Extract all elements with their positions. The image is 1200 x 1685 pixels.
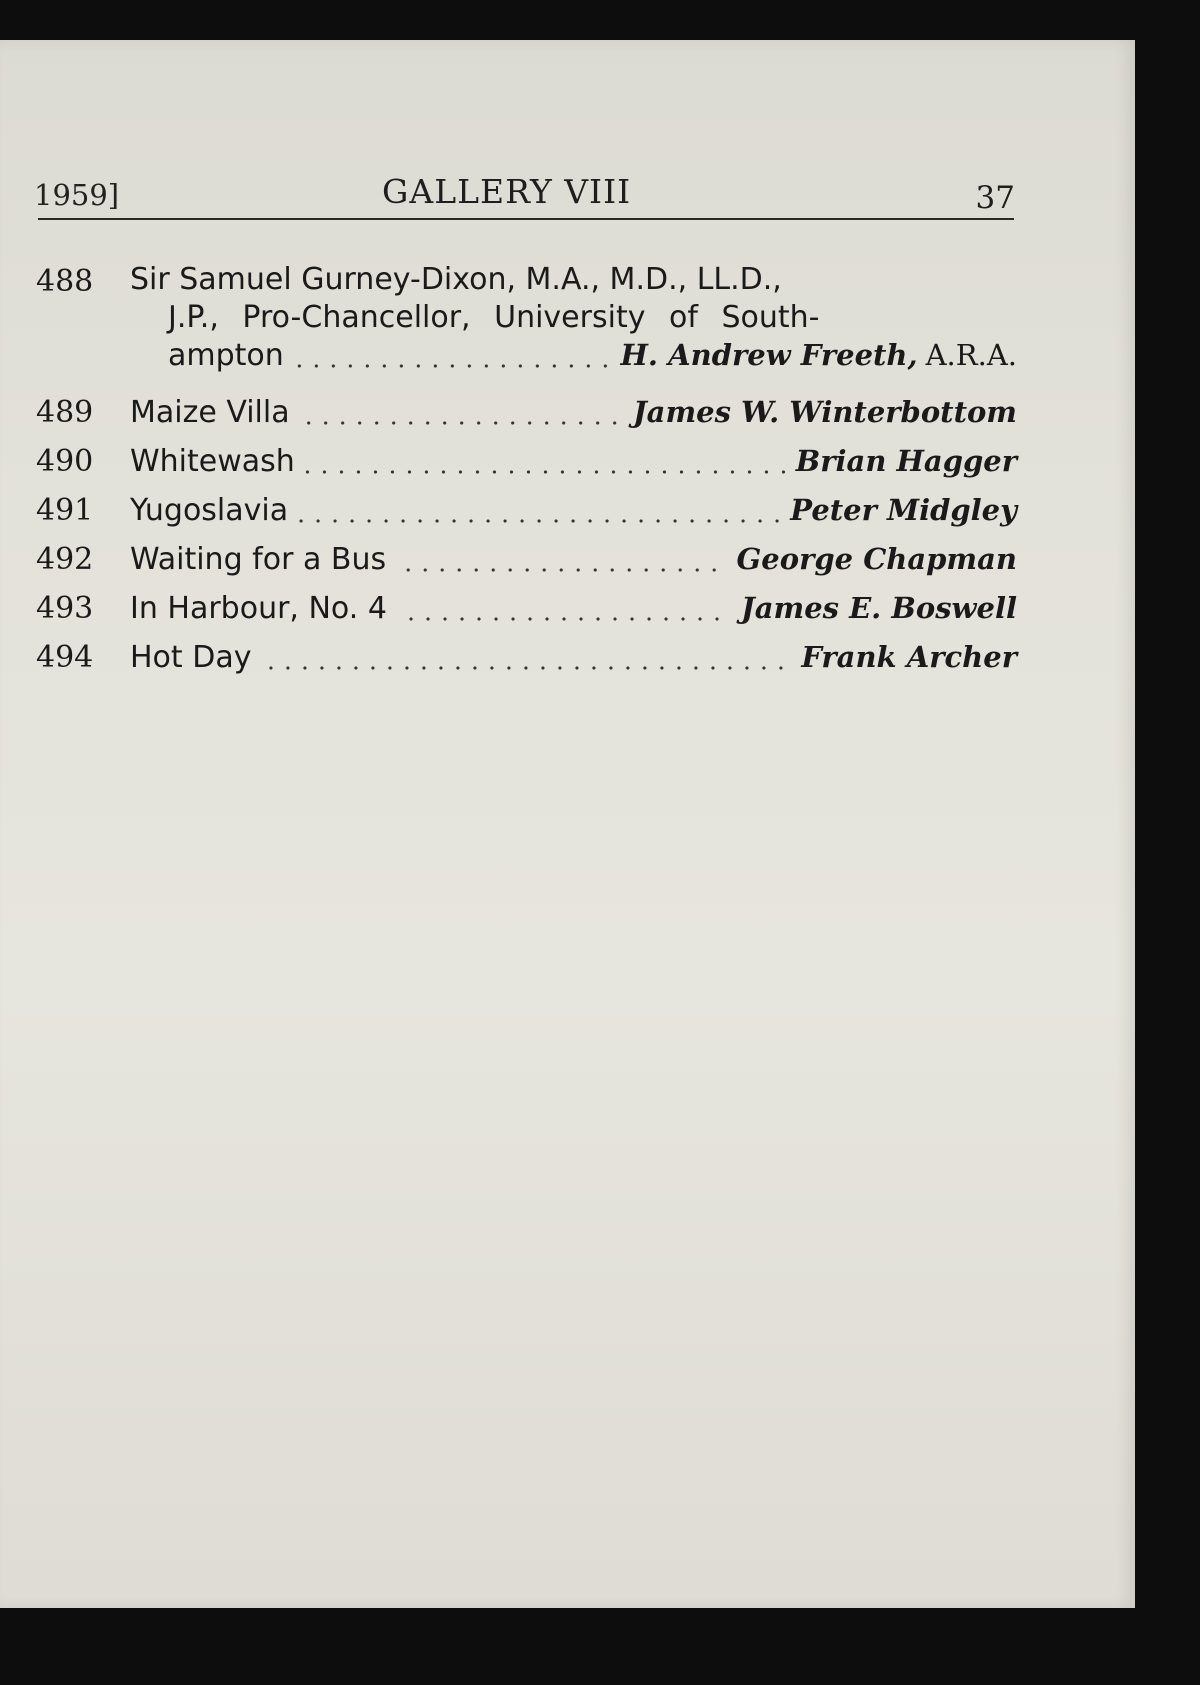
entry-line xyxy=(130,493,1017,533)
leader-dots xyxy=(396,567,726,573)
catalogue-page xyxy=(0,40,1135,1608)
entry-artist: Frank Archer xyxy=(801,640,1017,674)
header-rule xyxy=(38,218,1014,220)
entry-title-line xyxy=(168,300,865,340)
entry-title: Maize Villa xyxy=(130,395,290,430)
catalogue-entry-493 xyxy=(0,591,1135,639)
entry-title-line xyxy=(130,262,1017,302)
leader-dots xyxy=(261,665,791,671)
entry-title: Yugoslavia xyxy=(130,493,289,528)
entry-line xyxy=(130,542,1017,582)
catalogue-entry-492 xyxy=(0,542,1135,590)
entry-artist: Peter Midgley xyxy=(790,493,1017,527)
entry-line xyxy=(130,640,1017,680)
entry-artist: H. Andrew Freeth, xyxy=(620,338,918,372)
entry-number: 490 xyxy=(36,444,94,479)
entry-title: Sir Samuel Gurney-Dixon, M.A., M.D., LL.D., xyxy=(130,262,782,297)
entry-line xyxy=(130,591,1017,631)
entry-title: Whitewash xyxy=(130,444,295,479)
catalogue-entry-490 xyxy=(0,444,1135,492)
catalogue-entry-491 xyxy=(0,493,1135,541)
catalogue-entry-488 xyxy=(0,230,1135,380)
entry-artist: George Chapman xyxy=(736,542,1017,576)
entry-title: ampton xyxy=(168,338,284,373)
catalogue-entry-489 xyxy=(0,395,1135,443)
entry-artist: James E. Boswell xyxy=(741,591,1017,625)
entry-artist: James W. Winterbottom xyxy=(632,395,1017,429)
entry-line xyxy=(130,395,1017,435)
entry-title: Waiting for a Bus xyxy=(130,542,387,577)
entry-number: 493 xyxy=(36,591,94,626)
leader-dots xyxy=(294,363,611,369)
page-title: GALLERY VIII xyxy=(382,172,632,211)
entry-title: J.P., Pro-Chancellor, University of South- xyxy=(168,300,820,335)
leader-dots xyxy=(300,420,623,426)
entry-title: Hot Day xyxy=(130,640,252,675)
leader-dots xyxy=(305,469,786,475)
catalogue-entry-494 xyxy=(0,640,1135,688)
leader-dots xyxy=(397,616,731,622)
leader-dots xyxy=(298,518,780,524)
page-header xyxy=(0,158,1135,216)
entry-number: 488 xyxy=(36,264,94,299)
entry-line xyxy=(130,444,1017,484)
entry-number: 492 xyxy=(36,542,94,577)
catalogue-entries xyxy=(0,230,1135,675)
entry-title: In Harbour, No. 4 xyxy=(130,591,387,626)
entry-number: 489 xyxy=(36,395,94,430)
entry-number: 491 xyxy=(36,493,94,528)
header-year: 1959] xyxy=(34,178,120,212)
entry-number: 494 xyxy=(36,640,94,675)
entry-title-line xyxy=(168,338,1017,378)
entry-artist: Brian Hagger xyxy=(795,444,1017,478)
page-number: 37 xyxy=(975,180,1015,216)
entry-artist-suffix: A.R.A. xyxy=(925,338,1017,372)
